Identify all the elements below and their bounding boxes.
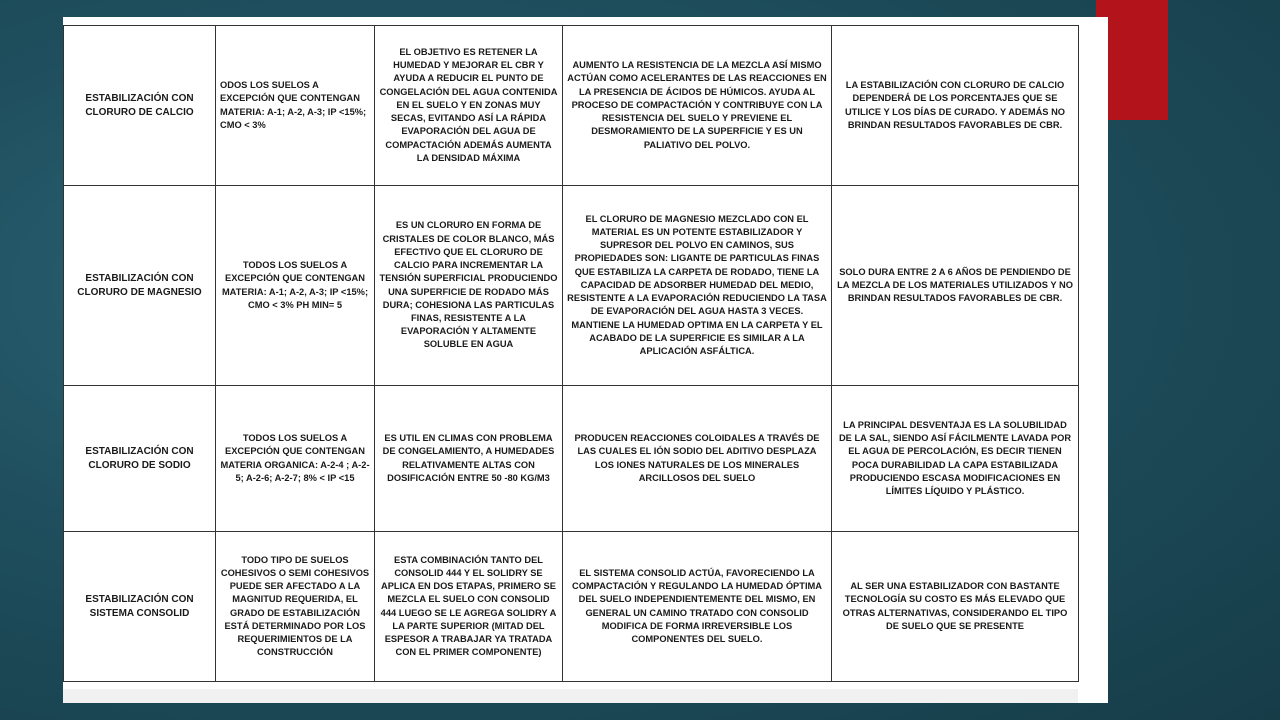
effect-cell: PRODUCEN REACCIONES COLOIDALES A TRAVÉS DE LAS CUALES EL IÓN SODIO DEL ADITIVO DESPLAZA LOS IONES NATURALES DE LOS MINERALES ARCILLOSOS DEL SUELO <box>563 386 832 532</box>
objective-cell: ESTA COMBINACIÓN TANTO DEL CONSOLID 444 Y EL SOLIDRY SE APLICA EN DOS ETAPAS, PRIMERO SE MEZCLA EL SUELO CON CONSOLID 444 LUEGO SE LE AGREGA SOLIDRY A LA PARTE SUPERIOR (MITAD DEL ESPESOR A TRABAJAR YA TRATADA CON EL PRIMER COMPONENTE) <box>375 532 563 682</box>
effect-cell: AUMENTO LA RESISTENCIA DE LA MEZCLA ASÍ MISMO ACTÚAN COMO ACELERANTES DE LAS REACCIONES EN LA PRESENCIA DE ÁCIDOS DE HÚMICOS. AYUDA AL PROCESO DE COMPACTACIÓN Y CONTRIBUYE CON LA RESISTENCIA DEL SUELO Y PREVIENE EL DESMORAMIENTO DE LA SUPERFICIE Y ES UN PALIATIVO DEL POLVO. <box>563 26 832 186</box>
soil-types-cell: TODOS LOS SUELOS A EXCEPCIÓN QUE CONTENGAN MATERIA ORGANICA: A-2-4 ; A-2-5; A-2-6; A-2-7; 8% < IP <15 <box>216 386 375 532</box>
method-name-cell: ESTABILIZACIÓN CON CLORURO DE MAGNESIO <box>64 186 216 386</box>
note-cell: SOLO DURA ENTRE 2 A 6 AÑOS DE PENDIENDO DE LA MEZCLA DE LOS MATERIALES UTILIZADOS Y NO BRINDAN RESULTADOS FAVORABLES DE CBR. <box>832 186 1079 386</box>
soil-types-cell: TODOS LOS SUELOS A EXCEPCIÓN QUE CONTENGAN MATERIA: A-1; A-2, A-3; IP <15%; CMO < 3% PH MIN= 5 <box>216 186 375 386</box>
note-cell: LA PRINCIPAL DESVENTAJA ES LA SOLUBILIDAD DE LA SAL, SIENDO ASÍ FÁCILMENTE LAVADA POR EL AGUA DE PERCOLACIÓN, ES DECIR TIENEN POCA DURABILIDAD LA CAPA ESTABILIZADA PRODUCIENDO ESCASA MODIFICACIONES EN LÍMITES LÍQUIDO Y PLÁSTICO. <box>832 386 1079 532</box>
table-row <box>64 26 1079 186</box>
table-row <box>64 186 1079 386</box>
table-row <box>64 386 1079 532</box>
soil-types-cell: TODO TIPO DE SUELOS COHESIVOS O SEMI COHESIVOS PUEDE SER AFECTADO A LA MAGNITUD REQUERIDA, EL GRADO DE ESTABILIZACIÓN ESTÁ DETERMINADO POR LOS REQUERIMIENTOS DE LA CONSTRUCCIÓN <box>216 532 375 682</box>
note-cell: LA ESTABILIZACIÓN CON CLORURO DE CALCIO DEPENDERÁ DE LOS PORCENTAJES QUE SE UTILICE Y LOS DÍAS DE CURADO. Y ADEMÁS NO BRINDAN RESULTADOS FAVORABLES DE CBR. <box>832 26 1079 186</box>
objective-cell: ES UTIL EN CLIMAS CON PROBLEMA DE CONGELAMIENTO, A HUMEDADES RELATIVAMENTE ALTAS CON DOSIFICACIÓN ENTRE 50 -80 KG/M3 <box>375 386 563 532</box>
table-card <box>63 17 1108 703</box>
table-row <box>64 532 1079 682</box>
stabilization-table <box>63 25 1079 682</box>
objective-cell: ES UN CLORURO EN FORMA DE CRISTALES DE COLOR BLANCO, MÁS EFECTIVO QUE EL CLORURO DE CALCIO PARA INCREMENTAR LA TENSIÓN SUPERFICIAL PRODUCIENDO UNA SUPERFICIE DE RODADO MÁS DURA; COHESIONA LAS PARTICULAS FINAS, RESISTENTE A LA EVAPORACIÓN Y ALTAMENTE SOLUBLE EN AGUA <box>375 186 563 386</box>
note-cell: AL SER UNA ESTABILIZADOR CON BASTANTE TECNOLOGÍA SU COSTO ES MÁS ELEVADO QUE OTRAS ALTERNATIVAS, CONSIDERANDO EL TIPO DE SUELO QUE SE PRESENTE <box>832 532 1079 682</box>
objective-cell: EL OBJETIVO ES RETENER LA HUMEDAD Y MEJORAR EL CBR Y AYUDA A REDUCIR EL PUNTO DE CONGELACIÓN DEL AGUA CONTENIDA EN EL SUELO Y EN ZONAS MUY SECAS, EVITANDO ASÍ LA RÁPIDA EVAPORACIÓN DEL AGUA DE COMPACTACIÓN ADEMÁS AUMENTA LA DENSIDAD MÁXIMA <box>375 26 563 186</box>
method-name-cell: ESTABILIZACIÓN CON CLORURO DE CALCIO <box>64 26 216 186</box>
soil-types-cell: ODOS LOS SUELOS A EXCEPCIÓN QUE CONTENGAN MATERIA: A-1; A-2, A-3; IP <15%; CMO < 3% <box>216 26 375 186</box>
effect-cell: EL CLORURO DE MAGNESIO MEZCLADO CON EL MATERIAL ES UN POTENTE ESTABILIZADOR Y SUPRESOR DEL POLVO EN CAMINOS, SUS PROPIEDADES SON: LIGANTE DE PARTICULAS FINAS QUE ESTABILIZA LA CARPETA DE RODADO, TIENE LA CAPACIDAD DE ADSORBER HUMEDAD DEL MEDIO, RESISTENTE A LA EVAPORACIÓN REDUCIENDO LA TASA DE EVAPORACIÓN DEL AGUA HASTA 3 VECES. MANTIENE LA HUMEDAD OPTIMA EN LA CARPETA Y EL ACABADO DE LA SUPERFICIE ES SIMILAR A LA APLICACIÓN ASFÁLTICA. <box>563 186 832 386</box>
effect-cell: EL SISTEMA CONSOLID ACTÚA, FAVORECIENDO LA COMPACTACIÓN Y REGULANDO LA HUMEDAD ÓPTIMA DEL SUELO INDEPENDIENTEMENTE DEL MISMO, EN GENERAL UN CAMINO TRATADO CON CONSOLID MODIFICA DE FORMA IRREVERSIBLE LOS COMPONENTES DEL SUELO. <box>563 532 832 682</box>
method-name-cell: ESTABILIZACIÓN CON SISTEMA CONSOLID <box>64 532 216 682</box>
method-name-cell: ESTABILIZACIÓN CON CLORURO DE SODIO <box>64 386 216 532</box>
bottom-strip <box>63 689 1078 703</box>
